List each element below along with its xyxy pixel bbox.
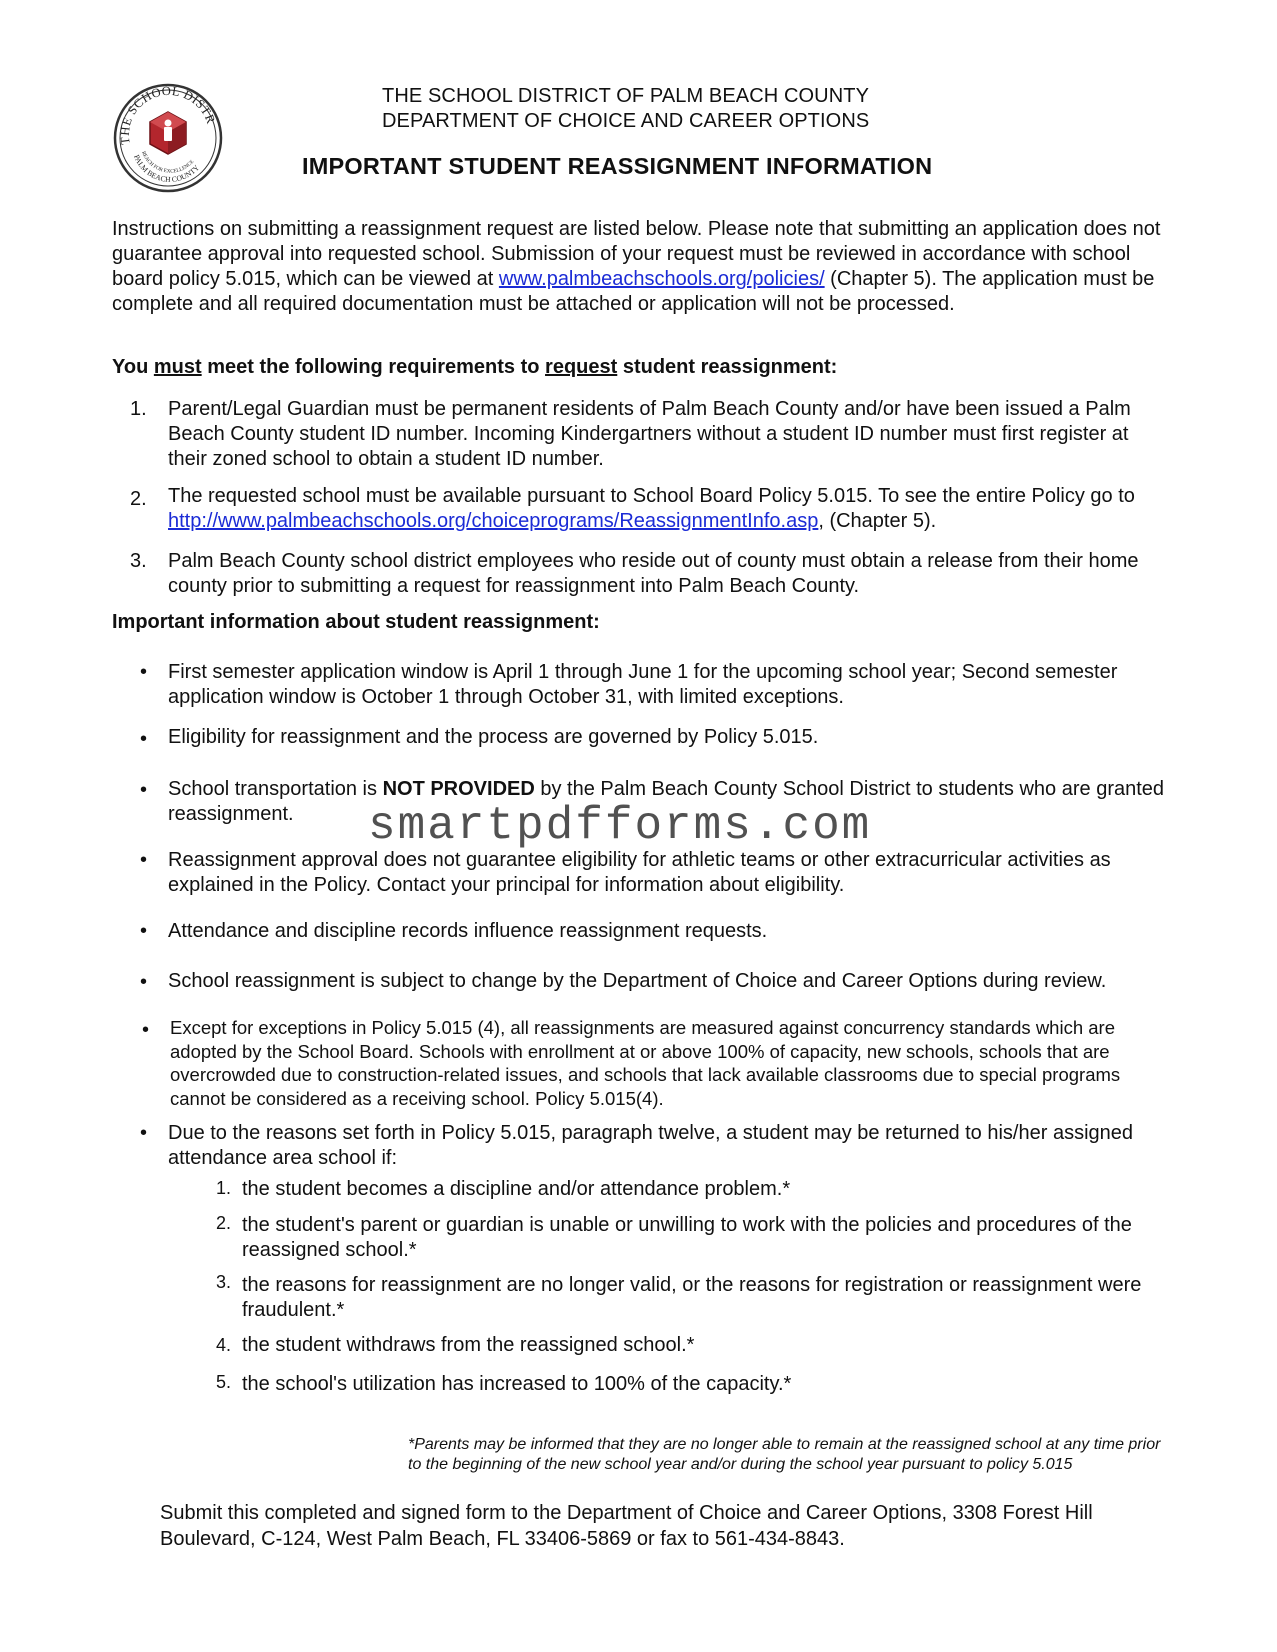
info-item: Eligibility for reassignment and the process are governed by Policy 5.015.: [168, 726, 819, 748]
intro-text-1: Instructions on submitting a reassignment request are listed below. Please note that submitting an application does not guarantee approval into requested school. Submission of your request must be reviewed in accordance with school board policy 5.015, which can be viewed at: [112, 218, 1161, 290]
district-name: THE SCHOOL DISTRICT OF PALM BEACH COUNTY: [382, 85, 870, 107]
bullet-icon: •: [140, 971, 148, 993]
sub-item: the student withdraws from the reassigned school.*: [242, 1334, 695, 1356]
footnote: *Parents may be informed that they are no longer able to remain at the reassigned school at any time prior to the beginning of the new school year and/or during the school year pursuant to policy 5.015: [408, 1436, 1161, 1473]
not-provided-text: NOT PROVIDED: [382, 778, 535, 800]
policies-link[interactable]: www.palmbeachschools.org/policies/: [498, 268, 825, 290]
logo-bottom-text: PALM BEACH COUNTY: [132, 153, 202, 184]
sub-item-number: 3.: [216, 1272, 232, 1292]
req-head-request: request: [545, 356, 618, 378]
requirement-item: [168, 484, 1168, 534]
req-head-text-2: meet the following requirements to: [201, 356, 546, 378]
info-heading: Important information about student reassignment:: [112, 611, 600, 633]
department-name: DEPARTMENT OF CHOICE AND CAREER OPTIONS: [382, 110, 870, 132]
info-item: Due to the reasons set forth in Policy 5.015, paragraph twelve, a student may be returned to his/her assigned attendance area school if:: [168, 1122, 1134, 1169]
school-district-logo: [112, 82, 224, 194]
logo-motto-text: REACH FOR EXCELLENCE: [140, 150, 196, 175]
info-item: School reassignment is subject to change by the Department of Choice and Career Options during review.: [168, 970, 1107, 992]
bullet-icon: •: [140, 849, 148, 871]
requirement-number: 2.: [130, 488, 147, 510]
requirement-number: 3.: [130, 550, 147, 572]
sub-item: the student becomes a discipline and/or attendance problem.*: [242, 1178, 791, 1200]
sub-item-number: 1.: [216, 1178, 232, 1198]
bullet-icon: •: [142, 1019, 150, 1041]
intro-paragraph: [112, 217, 1172, 317]
transport-text: School transportation is: [168, 778, 383, 800]
bullet-icon: •: [140, 728, 148, 750]
sub-item: the student's parent or guardian is unable or unwilling to work with the policies and procedures of the reassigned school.*: [242, 1214, 1132, 1261]
requirement-item: Parent/Legal Guardian must be permanent residents of Palm Beach County and/or have been issued a Palm Beach County student ID number. Incoming Kindergartners without a student ID number must first register at their zoned school to obtain a student ID number.: [168, 398, 1131, 470]
sub-item-number: 2.: [216, 1213, 232, 1233]
requirement-number: 1.: [130, 398, 147, 420]
sub-item-number: 5.: [216, 1372, 232, 1392]
submit-instructions: Submit this completed and signed form to the Department of Choice and Career Options, 3308 Forest Hill Boulevard, C-124, West Palm Beach, FL 33406-5869 or fax to 561-434-8843.: [160, 1502, 1093, 1550]
info-item: Reassignment approval does not guarantee eligibility for athletic teams or other extracurricular activities as explained in the Policy. Contact your principal for information about eligibility.: [168, 849, 1111, 896]
watermark: smartpdfforms.com: [368, 800, 872, 852]
bullet-icon: •: [140, 920, 148, 942]
info-item: First semester application window is April 1 through June 1 for the upcoming school year; Second semester application window is October 1 through October 31, with limited exceptions.: [168, 661, 1118, 708]
req-head-text-3: student reassignment:: [617, 356, 838, 378]
info-item: Except for exceptions in Policy 5.015 (4), all reassignments are measured against concurrency standards which are adopted by the School Board. Schools with enrollment at or above 100% of capacity, new schools, schools that are overcrowded due to construction-related issues, and schools that lack available classrooms due to special programs cannot be considered as a receiving school. Policy 5.015(4).: [170, 1017, 1121, 1109]
transport-text: by the Palm Beach County School District to students who are granted reassignment.: [168, 778, 1165, 825]
sub-item-number: 4.: [216, 1335, 232, 1355]
requirements-heading: [112, 356, 837, 379]
logo-top-text: THE SCHOOL DISTR: [117, 83, 219, 146]
info-item: Attendance and discipline records influence reassignment requests.: [168, 920, 768, 942]
sub-item: the school's utilization has increased to 100% of the capacity.*: [242, 1373, 792, 1395]
req-head-text-1: You: [112, 356, 154, 378]
req-head-must: must: [153, 356, 202, 378]
bullet-icon: •: [140, 1122, 148, 1144]
intro-text-2: (Chapter 5). The application must be complete and all required documentation must be attached or application will not be processed.: [112, 268, 1155, 315]
requirement-item: Palm Beach County school district employees who reside out of county must obtain a release from their home county prior to submitting a request for reassignment into Palm Beach County.: [168, 550, 1139, 597]
bullet-icon: •: [140, 661, 148, 683]
bullet-icon: •: [140, 779, 148, 801]
requirement-text: The requested school must be available pursuant to School Board Policy 5.015. To see the entire Policy go to: [168, 485, 1135, 507]
page-title: IMPORTANT STUDENT REASSIGNMENT INFORMATION: [302, 153, 933, 179]
requirement-text: , (Chapter 5).: [818, 510, 937, 532]
sub-item: the reasons for reassignment are no longer valid, or the reasons for registration or reassignment were fraudulent.*: [242, 1274, 1142, 1321]
school-district-seal-icon: [112, 82, 224, 194]
reassignment-info-link[interactable]: http://www.palmbeachschools.org/choiceprograms/ReassignmentInfo.asp: [168, 510, 819, 532]
